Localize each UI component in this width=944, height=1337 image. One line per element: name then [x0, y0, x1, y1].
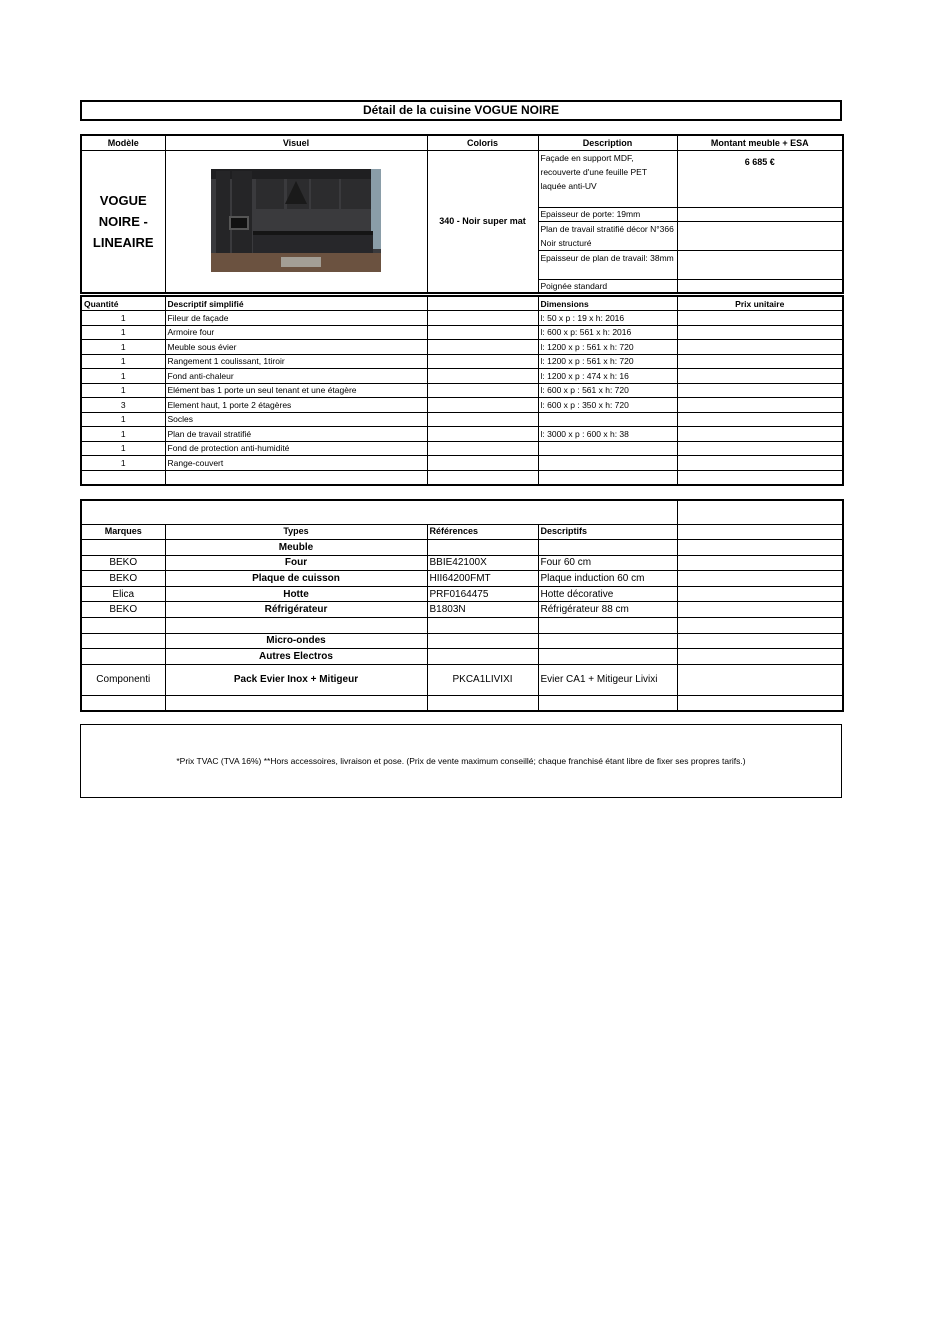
appliance-price: [677, 586, 843, 602]
item-row: [81, 427, 843, 442]
description-line: Epaisseur de porte: 19mm: [538, 207, 677, 221]
item-qty: 1: [81, 340, 165, 355]
appliances-title-price-empty: [677, 500, 843, 524]
item-empty: [427, 470, 538, 485]
appliance-row: [81, 555, 843, 571]
item-empty: [427, 369, 538, 384]
item-empty: [427, 325, 538, 340]
item-desc: Socles: [165, 412, 427, 427]
header-types: Types: [165, 524, 427, 540]
item-dimensions: l: 1200 x p : 474 x h: 16: [538, 369, 677, 384]
appliance-brand: Elica: [81, 586, 165, 602]
appliance-desc: [538, 618, 677, 634]
item-price: [677, 456, 843, 471]
appliance-row: [81, 695, 843, 711]
appliance-desc: [538, 649, 677, 665]
appliance-ref: BBIE42100X: [427, 555, 538, 571]
appliance-desc: Four 60 cm: [538, 555, 677, 571]
item-price: [677, 470, 843, 485]
item-qty: 1: [81, 412, 165, 427]
header-coloris: Coloris: [427, 135, 538, 150]
appliance-type: Pack Evier Inox + Mitigeur: [165, 664, 427, 695]
appliance-price: [677, 571, 843, 587]
header-montant: Montant meuble + ESA: [677, 135, 843, 150]
item-desc: Element haut, 1 porte 2 étagères: [165, 398, 427, 413]
header-marques: Marques: [81, 524, 165, 540]
item-qty: 1: [81, 325, 165, 340]
item-row: [81, 383, 843, 398]
montant-value: 6 685 €: [677, 150, 843, 207]
appliance-brand: [81, 633, 165, 649]
item-price: [677, 340, 843, 355]
appliance-type: Hotte: [165, 586, 427, 602]
appliance-row: [81, 586, 843, 602]
item-qty: 1: [81, 354, 165, 369]
appliance-type: Micro-ondes: [165, 633, 427, 649]
item-empty: [427, 427, 538, 442]
header-dimensions: Dimensions: [538, 296, 677, 311]
item-qty: 1: [81, 383, 165, 398]
header-quantite: Quantité: [81, 296, 165, 311]
item-row: [81, 311, 843, 326]
item-empty: [427, 383, 538, 398]
summary-table: [80, 134, 844, 294]
item-empty: [427, 441, 538, 456]
appliance-price: [677, 602, 843, 618]
item-price: [677, 398, 843, 413]
appliance-row: [81, 633, 843, 649]
header-prix-unitaire: Prix unitaire: [677, 296, 843, 311]
appliance-desc: [538, 695, 677, 711]
description-line: Façade en support MDF, recouverte d'une feuille PET laquée anti-UV: [538, 150, 677, 207]
appliance-desc: Plaque induction 60 cm: [538, 571, 677, 587]
item-empty: [427, 412, 538, 427]
appliances-title-empty: [81, 500, 677, 524]
appliance-brand: BEKO: [81, 555, 165, 571]
item-qty: 1: [81, 456, 165, 471]
item-row: [81, 354, 843, 369]
description-line: Poignée standard: [538, 279, 677, 293]
item-dimensions: [538, 412, 677, 427]
item-qty: 1: [81, 369, 165, 384]
header-references: Références: [427, 524, 538, 540]
item-empty: [427, 340, 538, 355]
item-desc: Rangement 1 coulissant, 1tiroir: [165, 354, 427, 369]
page-title: Détail de la cuisine VOGUE NOIRE: [80, 100, 842, 121]
appliance-type: Plaque de cuisson: [165, 571, 427, 587]
appliance-desc: Evier CA1 + Mitigeur Livixi: [538, 664, 677, 695]
montant-empty: [677, 279, 843, 293]
appliance-price: [677, 540, 843, 556]
item-row: [81, 369, 843, 384]
item-empty: [427, 311, 538, 326]
appliance-brand: [81, 649, 165, 665]
footnote: *Prix TVAC (TVA 16%) **Hors accessoires, livraison et pose. (Prix de vente maximum conseillé; chaque franchisé étant libre de fixer ses propres tarifs.): [80, 724, 842, 798]
appliance-ref: [427, 695, 538, 711]
appliance-price: [677, 695, 843, 711]
appliance-desc: [538, 633, 677, 649]
appliance-ref: [427, 649, 538, 665]
item-price: [677, 369, 843, 384]
item-row: [81, 412, 843, 427]
appliance-brand: [81, 540, 165, 556]
item-row: [81, 340, 843, 355]
header-descriptif: Descriptif simplifié: [165, 296, 427, 311]
description-line: Plan de travail stratifié décor N°366 Noir structuré: [538, 221, 677, 250]
appliance-row: [81, 540, 843, 556]
appliance-brand: [81, 618, 165, 634]
header-description: Description: [538, 135, 677, 150]
appliance-price: [677, 618, 843, 634]
appliance-ref: PKCA1LIVIXI: [427, 664, 538, 695]
item-dimensions: l: 1200 x p : 561 x h: 720: [538, 340, 677, 355]
item-desc: Fileur de façade: [165, 311, 427, 326]
montant-empty: [677, 207, 843, 221]
montant-empty: [677, 250, 843, 279]
appliance-ref: B1803N: [427, 602, 538, 618]
item-row: [81, 325, 843, 340]
item-price: [677, 354, 843, 369]
appliances-table: [80, 499, 844, 712]
item-dimensions: [538, 456, 677, 471]
item-desc: [165, 470, 427, 485]
appliance-brand: Componenti: [81, 664, 165, 695]
appliance-ref: [427, 540, 538, 556]
header-descriptifs: Descriptifs: [538, 524, 677, 540]
item-row: [81, 456, 843, 471]
kitchen-image: [211, 169, 381, 272]
item-dimensions: l: 600 x p : 561 x h: 720: [538, 383, 677, 398]
montant-empty: [677, 221, 843, 250]
item-price: [677, 311, 843, 326]
item-dimensions: l: 600 x p: 561 x h: 2016: [538, 325, 677, 340]
appliance-type: [165, 618, 427, 634]
header-modele: Modèle: [81, 135, 165, 150]
item-empty: [427, 456, 538, 471]
item-qty: 1: [81, 441, 165, 456]
item-dimensions: l: 600 x p : 350 x h: 720: [538, 398, 677, 413]
appliance-type: Autres Electros: [165, 649, 427, 665]
appliance-row: [81, 571, 843, 587]
header-empty: [677, 524, 843, 540]
item-desc: Fond de protection anti-humidité: [165, 441, 427, 456]
appliance-brand: [81, 695, 165, 711]
item-desc: Plan de travail stratifié: [165, 427, 427, 442]
item-price: [677, 441, 843, 456]
appliance-row: [81, 602, 843, 618]
appliance-row: [81, 649, 843, 665]
header-empty: [427, 296, 538, 311]
item-dimensions: l: 50 x p : 19 x h: 2016: [538, 311, 677, 326]
item-desc: Armoire four: [165, 325, 427, 340]
appliance-desc: Réfrigérateur 88 cm: [538, 602, 677, 618]
item-dimensions: [538, 470, 677, 485]
description-line: Epaisseur de plan de travail: 38mm: [538, 250, 677, 279]
appliance-type: Réfrigérateur: [165, 602, 427, 618]
appliance-row: [81, 618, 843, 634]
item-qty: 1: [81, 311, 165, 326]
header-visuel: Visuel: [165, 135, 427, 150]
item-price: [677, 412, 843, 427]
appliance-ref: PRF0164475: [427, 586, 538, 602]
appliance-desc: [538, 540, 677, 556]
appliance-type: Meuble: [165, 540, 427, 556]
item-price: [677, 383, 843, 398]
appliance-price: [677, 555, 843, 571]
item-dimensions: l: 1200 x p : 561 x h: 720: [538, 354, 677, 369]
item-desc: Meuble sous évier: [165, 340, 427, 355]
appliance-desc: Hotte décorative: [538, 586, 677, 602]
appliance-price: [677, 664, 843, 695]
items-table: [80, 295, 844, 486]
item-qty: 3: [81, 398, 165, 413]
kitchen-visual: [165, 150, 427, 293]
item-row: [81, 398, 843, 413]
item-row: [81, 470, 843, 485]
item-desc: Elément bas 1 porte un seul tenant et une étagère: [165, 383, 427, 398]
item-qty: [81, 470, 165, 485]
appliance-row: [81, 664, 843, 695]
appliance-brand: BEKO: [81, 602, 165, 618]
item-desc: Fond anti-chaleur: [165, 369, 427, 384]
item-empty: [427, 354, 538, 369]
item-desc: Range-couvert: [165, 456, 427, 471]
appliance-ref: [427, 633, 538, 649]
appliance-ref: [427, 618, 538, 634]
item-dimensions: [538, 441, 677, 456]
appliance-type: Four: [165, 555, 427, 571]
item-empty: [427, 398, 538, 413]
appliance-price: [677, 633, 843, 649]
appliance-price: [677, 649, 843, 665]
item-dimensions: l: 3000 x p : 600 x h: 38: [538, 427, 677, 442]
item-price: [677, 427, 843, 442]
coloris-value: 340 - Noir super mat: [427, 150, 538, 293]
item-qty: 1: [81, 427, 165, 442]
appliance-type: [165, 695, 427, 711]
appliance-ref: HII64200FMT: [427, 571, 538, 587]
item-price: [677, 325, 843, 340]
model-name: VOGUE NOIRE - LINEAIRE: [81, 150, 165, 293]
item-row: [81, 441, 843, 456]
appliance-brand: BEKO: [81, 571, 165, 587]
